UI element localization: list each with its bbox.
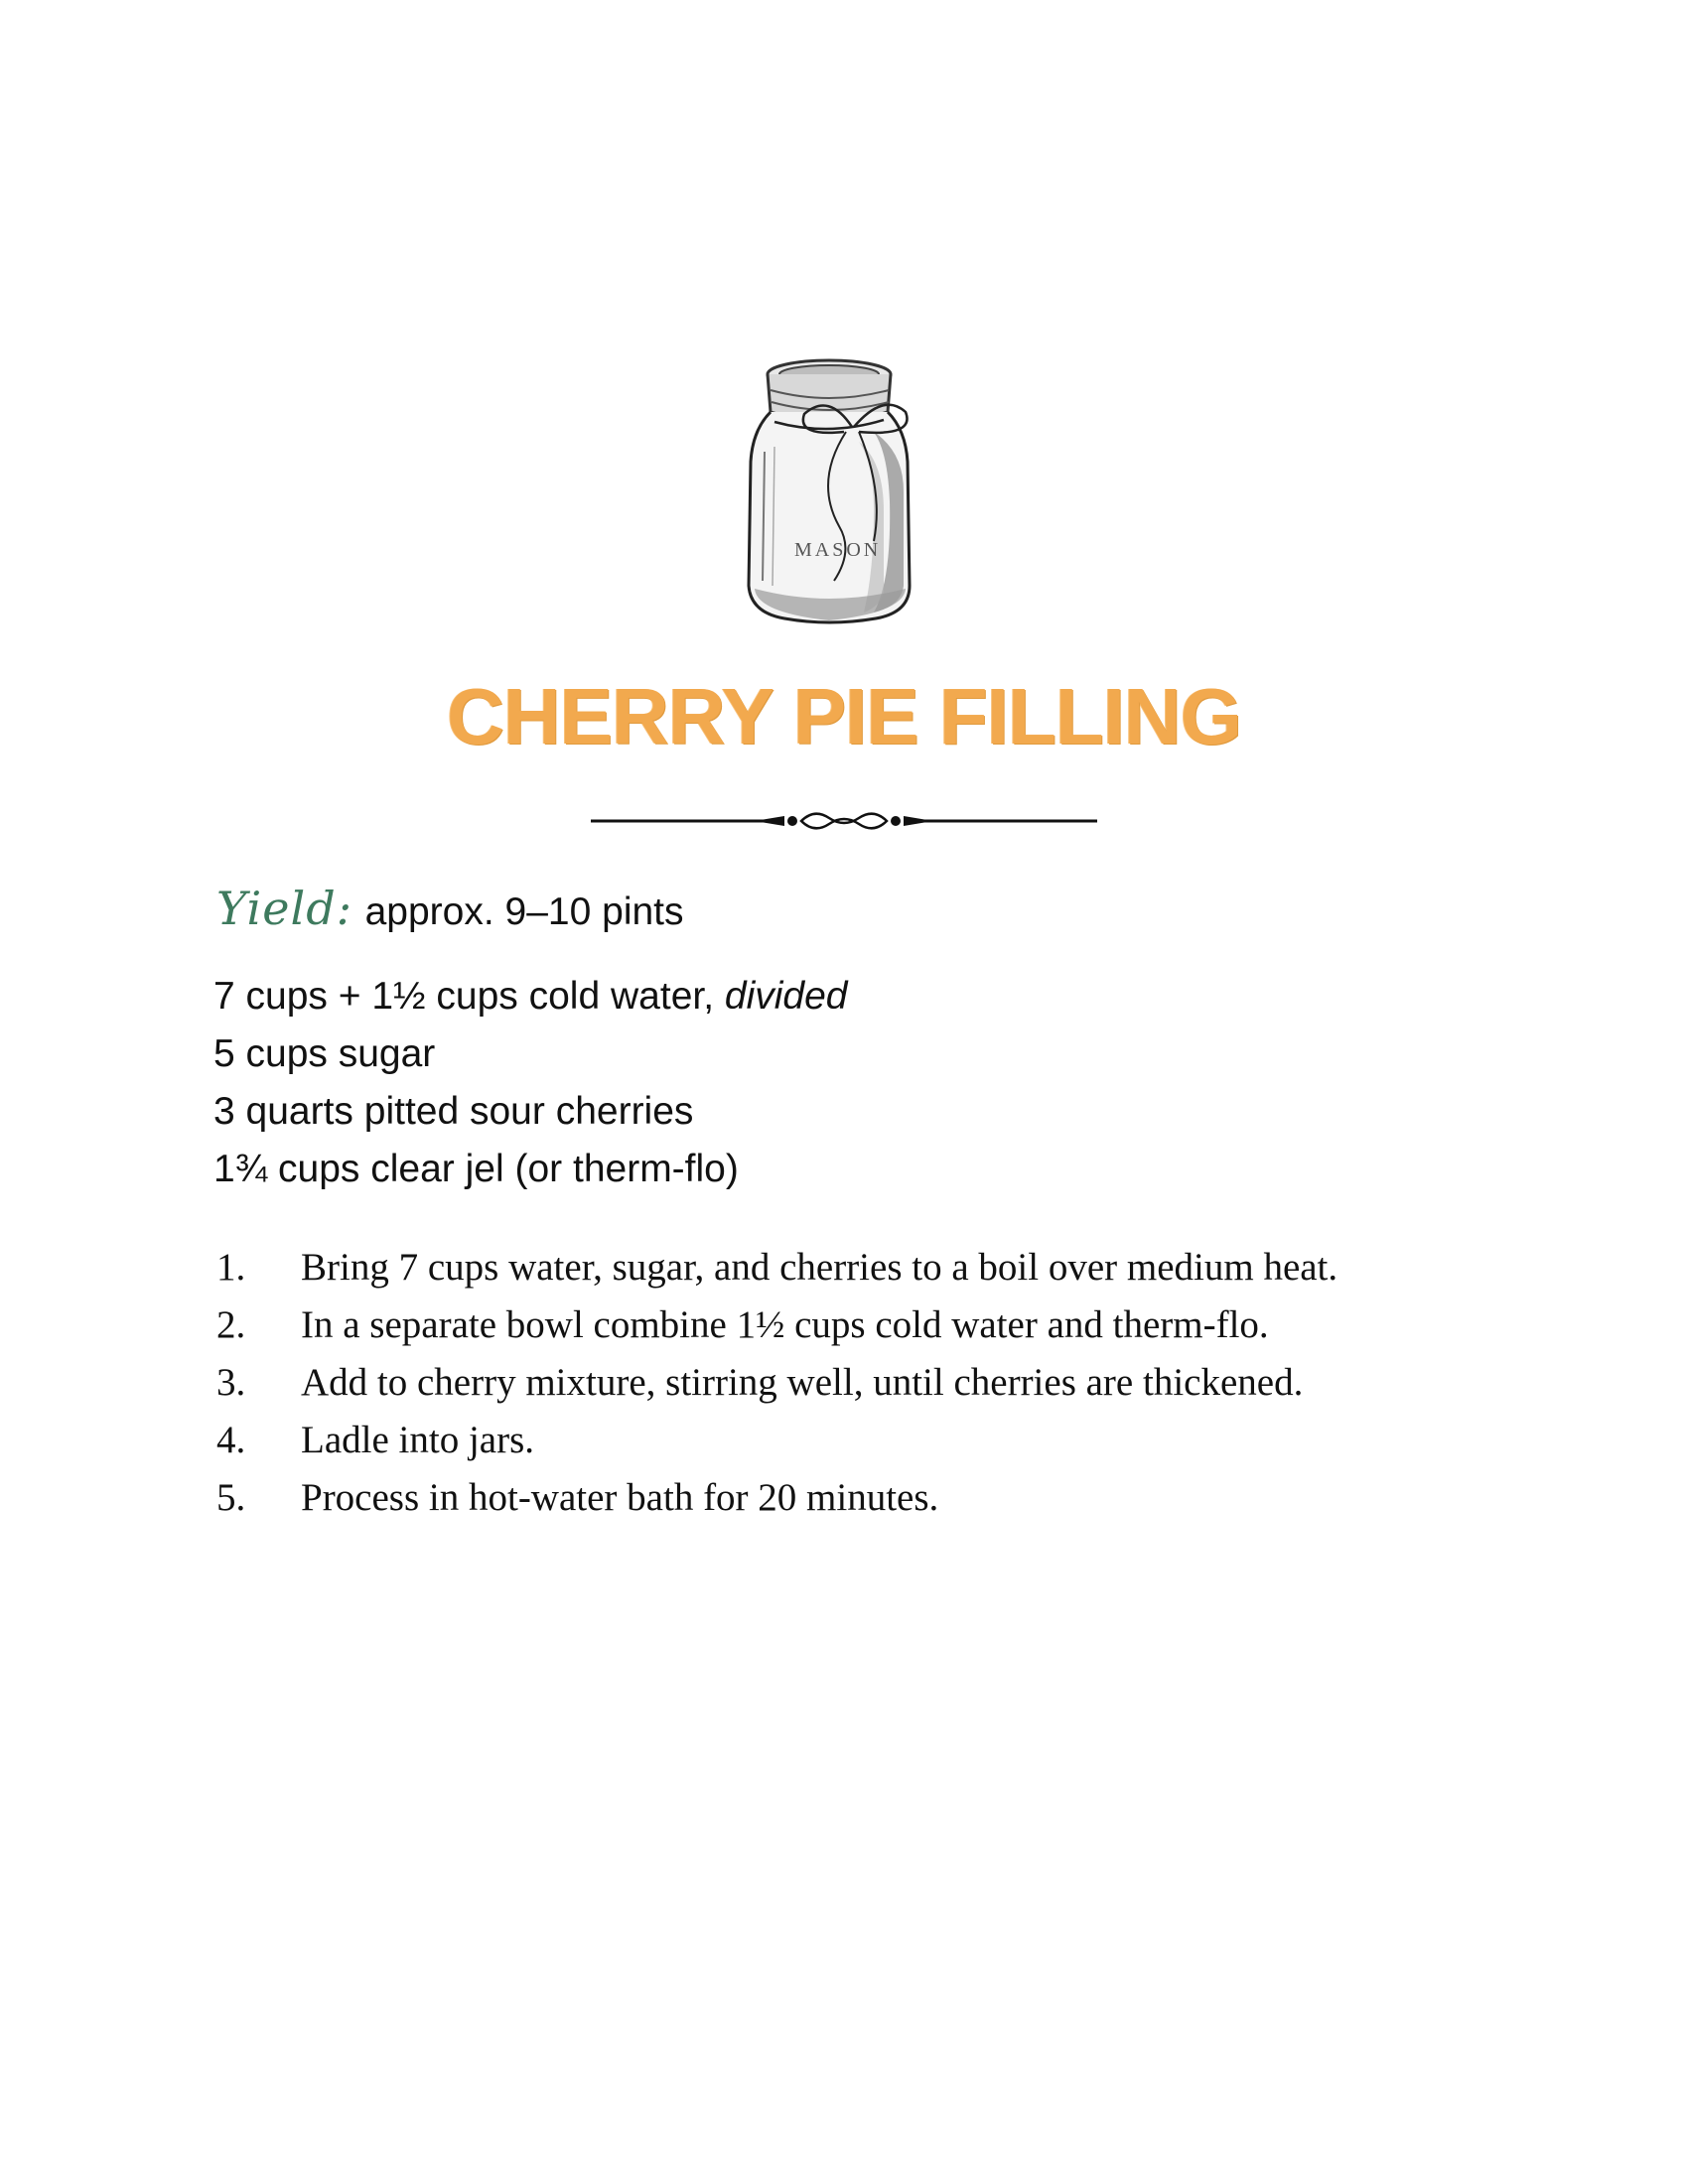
step-text: Process in hot-water bath for 20 minutes.: [301, 1476, 939, 1519]
instructions-list: [216, 1239, 1337, 1527]
step-number: 1.: [216, 1246, 246, 1289]
yield-line: [216, 879, 684, 938]
ingredient-item: 5 cups sugar: [213, 1032, 436, 1075]
instruction-step: [216, 1239, 1337, 1297]
step-text: Bring 7 cups water, sugar, and cherries to a boil over medium heat.: [301, 1246, 1338, 1289]
yield-value: approx. 9–10 pints: [364, 890, 684, 933]
step-text: Add to cherry mixture, stirring well, until cherries are thickened.: [301, 1361, 1304, 1404]
ingredient-item: 1¾ cups clear jel (or therm-flo): [213, 1148, 739, 1190]
step-text: Ladle into jars.: [301, 1419, 535, 1461]
step-number: 3.: [216, 1361, 246, 1404]
recipe-title: CHERRY PIE FILLING: [447, 672, 1241, 760]
flourish-divider-icon: [591, 806, 1097, 836]
ingredient-item: 7 cups + 1½ cups cold water, divided: [213, 975, 848, 1018]
step-text: In a separate bowl combine 1½ cups cold water and therm-flo.: [301, 1303, 1269, 1346]
jar-label-text: MASON: [794, 539, 882, 561]
ingredient-item: 3 quarts pitted sour cherries: [213, 1090, 694, 1133]
instruction-step: [216, 1469, 1337, 1527]
ingredients-list: [213, 968, 847, 1198]
mason-jar-illustration: [735, 352, 953, 630]
step-number: 2.: [216, 1303, 246, 1346]
step-number: 4.: [216, 1419, 246, 1461]
ornamental-divider: [591, 806, 1097, 836]
instruction-step: [216, 1297, 1337, 1354]
step-number: 5.: [216, 1476, 246, 1519]
ingredient-note: divided: [724, 975, 848, 1018]
instruction-step: [216, 1354, 1337, 1412]
instruction-step: [216, 1412, 1337, 1469]
yield-label: Yield:: [216, 882, 353, 935]
mason-jar-icon: [735, 352, 953, 630]
